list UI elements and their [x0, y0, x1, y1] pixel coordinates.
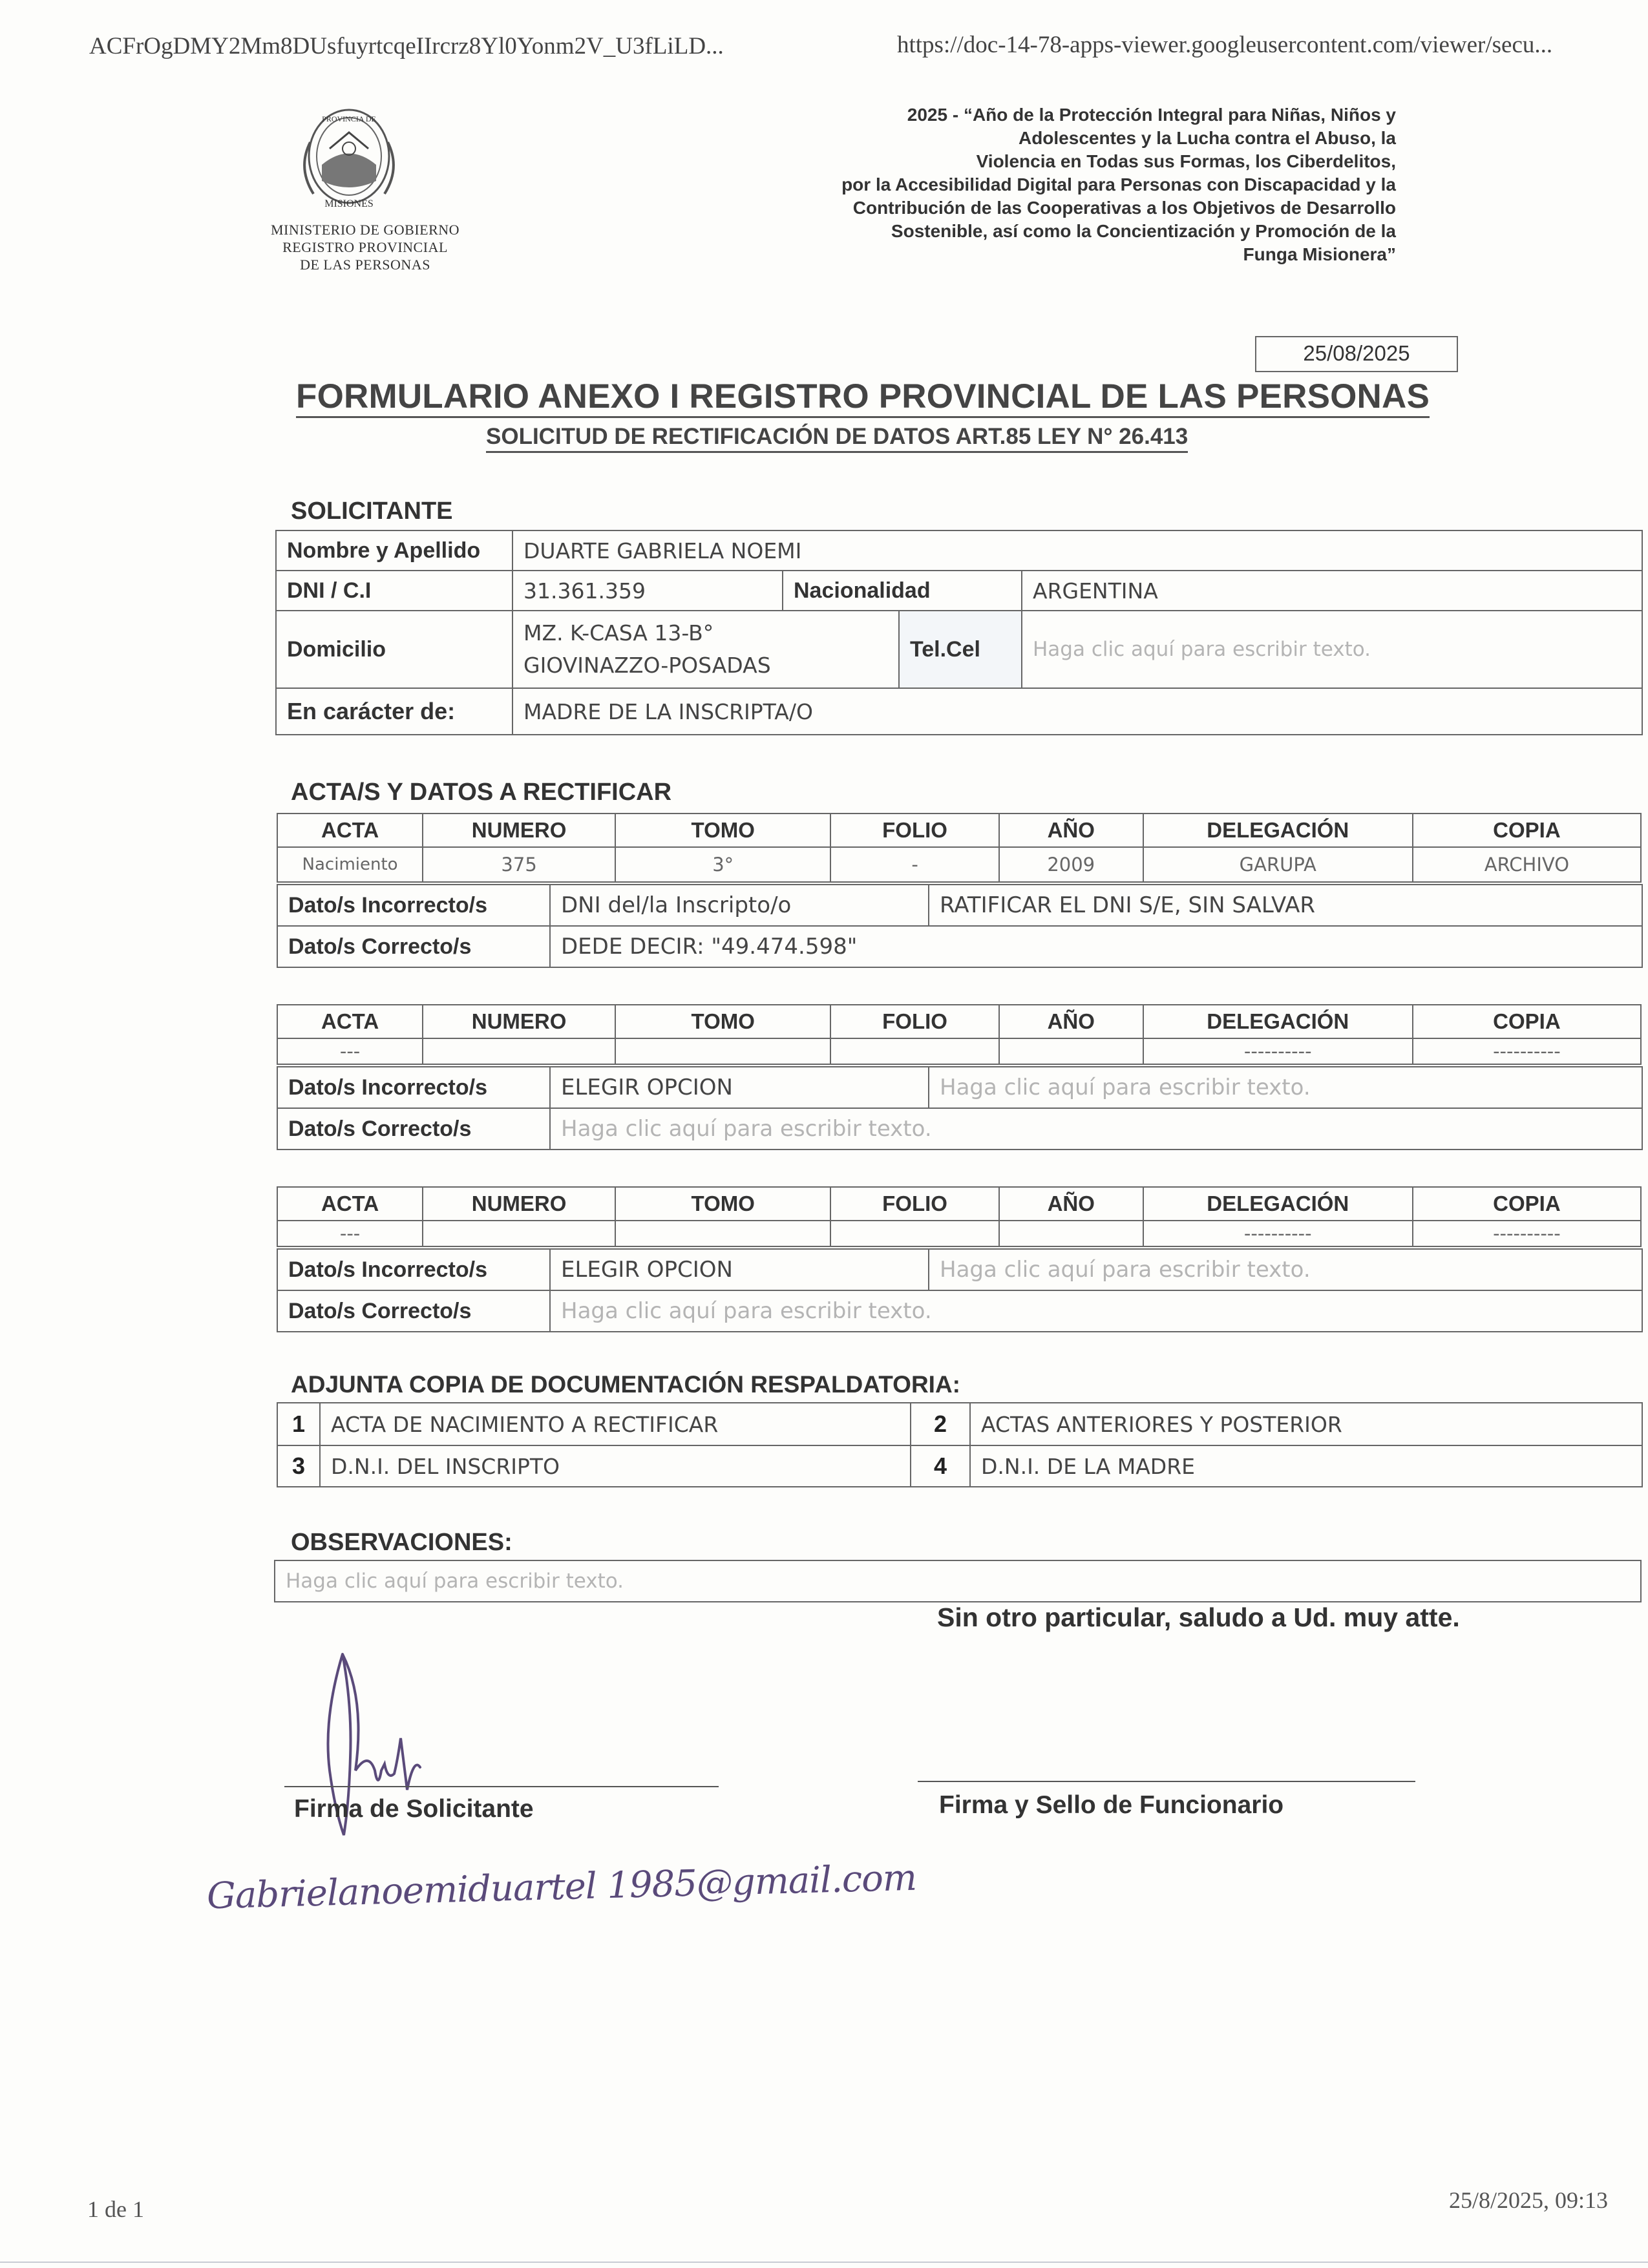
nacionalidad-field[interactable]: ARGENTINA: [1022, 571, 1642, 611]
year-motto: 2025 - “Año de la Protección Integral para Niñas, Niños y Adolescentes y la Lucha contra el Abuso, la Violencia en Todas sus Formas, los Ciberdelitos, por la Accesibilidad Digital para Personas con Discapacidad y la Contribución de las Cooperativas a los Objetivos de Desarrollo Sostenible, así como la Concientización y Promoción de la Funga Misionera”: [841, 105, 1396, 264]
copia-field[interactable]: ----------: [1413, 1221, 1641, 1246]
nombre-field[interactable]: DUARTE GABRIELA NOEMI: [512, 530, 1642, 571]
date-field[interactable]: 25/08/2025: [1255, 336, 1458, 372]
correct-label: Dato/s Correcto/s: [277, 1290, 550, 1332]
incorrect-label: Dato/s Incorrecto/s: [277, 1249, 550, 1290]
col-delegacion: DELEGACIÓN: [1143, 1187, 1413, 1221]
col-delegacion: DELEGACIÓN: [1143, 1005, 1413, 1038]
doc-number: 2: [911, 1403, 970, 1445]
anio-field[interactable]: [999, 1221, 1143, 1246]
dni-label: DNI / C.I: [276, 571, 512, 611]
acta-type-field[interactable]: ---: [277, 1221, 423, 1246]
doc-number: 4: [911, 1445, 970, 1487]
delegacion-field[interactable]: ----------: [1143, 1221, 1413, 1246]
numero-field[interactable]: [423, 1038, 615, 1064]
numero-field[interactable]: [423, 1221, 615, 1246]
anio-field[interactable]: [999, 1038, 1143, 1064]
misiones-seal-icon: [284, 103, 414, 220]
solicitante-heading: SOLICITANTE: [291, 498, 453, 525]
doc-item[interactable]: D.N.I. DE LA MADRE: [970, 1445, 1642, 1487]
doc-item[interactable]: ACTAS ANTERIORES Y POSTERIOR: [970, 1403, 1642, 1445]
tomo-field[interactable]: [615, 1038, 830, 1064]
incorrect-type-select[interactable]: ELEGIR OPCION: [550, 1249, 929, 1290]
col-copia: COPIA: [1413, 1005, 1641, 1038]
col-folio: FOLIO: [830, 1187, 998, 1221]
tomo-field[interactable]: 3°: [615, 847, 830, 882]
caracter-field[interactable]: MADRE DE LA INSCRIPTA/O: [512, 688, 1642, 735]
anio-field[interactable]: 2009: [999, 847, 1143, 882]
acta-datos-table-1: [277, 884, 1643, 968]
folio-field[interactable]: [830, 1221, 998, 1246]
copia-field[interactable]: ARCHIVO: [1413, 847, 1641, 882]
col-numero: NUMERO: [423, 1005, 615, 1038]
incorrect-label: Dato/s Incorrecto/s: [277, 1067, 550, 1108]
firma-funcionario-label: Firma y Sello de Funcionario: [939, 1791, 1284, 1819]
tel-label: Tel.Cel: [899, 611, 1022, 688]
observaciones-heading: OBSERVACIONES:: [291, 1529, 512, 1556]
solicitante-table: [275, 530, 1643, 735]
doc-number: 3: [277, 1445, 320, 1487]
col-anio: AÑO: [999, 814, 1143, 847]
col-tomo: TOMO: [615, 1187, 830, 1221]
col-copia: COPIA: [1413, 1187, 1641, 1221]
documentacion-table: [277, 1402, 1643, 1487]
acta-type-field[interactable]: ---: [277, 1038, 423, 1064]
acta-table-3: [277, 1186, 1642, 1247]
acta-type-field[interactable]: Nacimiento: [277, 847, 423, 882]
col-tomo: TOMO: [615, 1005, 830, 1038]
funcionario-signature-line: [918, 1781, 1415, 1782]
col-anio: AÑO: [999, 1005, 1143, 1038]
incorrect-value-field[interactable]: Haga clic aquí para escribir texto.: [929, 1249, 1642, 1290]
folio-field[interactable]: [830, 1038, 998, 1064]
correct-label: Dato/s Correcto/s: [277, 1108, 550, 1150]
incorrect-value-field[interactable]: RATIFICAR EL DNI S/E, SIN SALVAR: [929, 885, 1642, 926]
incorrect-type-select[interactable]: ELEGIR OPCION: [550, 1067, 929, 1108]
domicilio-field[interactable]: MZ. K-CASA 13-B° GIOVINAZZO-POSADAS: [512, 611, 899, 688]
incorrect-label: Dato/s Incorrecto/s: [277, 885, 550, 926]
actas-heading: ACTA/S Y DATOS A RECTIFICAR: [291, 779, 672, 806]
col-acta: ACTA: [277, 1005, 423, 1038]
correct-label: Dato/s Correcto/s: [277, 926, 550, 967]
col-anio: AÑO: [999, 1187, 1143, 1221]
col-folio: FOLIO: [830, 1005, 998, 1038]
form-subtitle: SOLICITUD DE RECTIFICACIÓN DE DATOS ART.85 LEY N° 26.413: [486, 424, 1188, 453]
correct-value-field[interactable]: DEDE DECIR: "49.474.598": [550, 926, 1642, 967]
documentacion-heading: ADJUNTA COPIA DE DOCUMENTACIÓN RESPALDATORIA:: [291, 1371, 960, 1398]
firma-solicitante-label: Firma de Solicitante: [294, 1795, 534, 1823]
col-delegacion: DELEGACIÓN: [1143, 814, 1413, 847]
copia-field[interactable]: ----------: [1413, 1038, 1641, 1064]
page-bottom-edge: [0, 2262, 1648, 2263]
numero-field[interactable]: 375: [423, 847, 615, 882]
doc-item[interactable]: ACTA DE NACIMIENTO A RECTIFICAR: [320, 1403, 911, 1445]
observaciones-field[interactable]: Haga clic aquí para escribir texto.: [275, 1560, 1641, 1602]
document-id: ACFrOgDMY2Mm8DUsfuyrtcqeIIrcrz8Yl0Yonm2V_U3fLiLD...: [89, 33, 724, 59]
acta-datos-table-2: [277, 1066, 1643, 1150]
incorrect-type-select[interactable]: DNI del/la Inscripto/o: [550, 885, 929, 926]
col-acta: ACTA: [277, 814, 423, 847]
handwritten-email: Gabrielanoemiduartel 1985@gmail.com: [206, 1856, 917, 1918]
correct-value-field[interactable]: Haga clic aquí para escribir texto.: [550, 1290, 1642, 1332]
svg-text:PROVINCIA DE: PROVINCIA DE: [322, 114, 376, 123]
page-count: 1 de 1: [87, 2196, 144, 2222]
acta-datos-table-3: [277, 1248, 1643, 1332]
observaciones-table: [274, 1560, 1642, 1602]
closing-text: Sin otro particular, saludo a Ud. muy atte.: [937, 1602, 1460, 1632]
acta-table-2: [277, 1004, 1642, 1065]
doc-item[interactable]: D.N.I. DEL INSCRIPTO: [320, 1445, 911, 1487]
col-acta: ACTA: [277, 1187, 423, 1221]
tel-field[interactable]: Haga clic aquí para escribir texto.: [1022, 611, 1642, 688]
folio-field[interactable]: -: [830, 847, 998, 882]
acta-table-1: [277, 813, 1642, 883]
col-folio: FOLIO: [830, 814, 998, 847]
col-numero: NUMERO: [423, 1187, 615, 1221]
col-copia: COPIA: [1413, 814, 1641, 847]
nombre-label: Nombre y Apellido: [276, 530, 512, 571]
tomo-field[interactable]: [615, 1221, 830, 1246]
incorrect-value-field[interactable]: Haga clic aquí para escribir texto.: [929, 1067, 1642, 1108]
print-timestamp: 25/8/2025, 09:13: [1449, 2187, 1609, 2213]
svg-text:MISIONES: MISIONES: [324, 198, 374, 209]
col-numero: NUMERO: [423, 814, 615, 847]
solicitante-signature-line: [284, 1786, 719, 1787]
delegacion-field[interactable]: ----------: [1143, 1038, 1413, 1064]
delegacion-field[interactable]: GARUPA: [1143, 847, 1413, 882]
nacionalidad-label: Nacionalidad: [783, 571, 1022, 611]
ministry-name: MINISTERIO DE GOBIERNO REGISTRO PROVINCIAL DE LAS PERSONAS: [270, 222, 460, 273]
correct-value-field[interactable]: Haga clic aquí para escribir texto.: [550, 1108, 1642, 1150]
domicilio-label: Domicilio: [276, 611, 512, 688]
doc-number: 1: [277, 1403, 320, 1445]
form-title: FORMULARIO ANEXO I REGISTRO PROVINCIAL DE LAS PERSONAS: [296, 377, 1430, 418]
caracter-label: En carácter de:: [276, 688, 512, 735]
dni-field[interactable]: 31.361.359: [512, 571, 783, 611]
page-url: https://doc-14-78-apps-viewer.googleusercontent.com/viewer/secu...: [897, 32, 1553, 58]
col-tomo: TOMO: [615, 814, 830, 847]
